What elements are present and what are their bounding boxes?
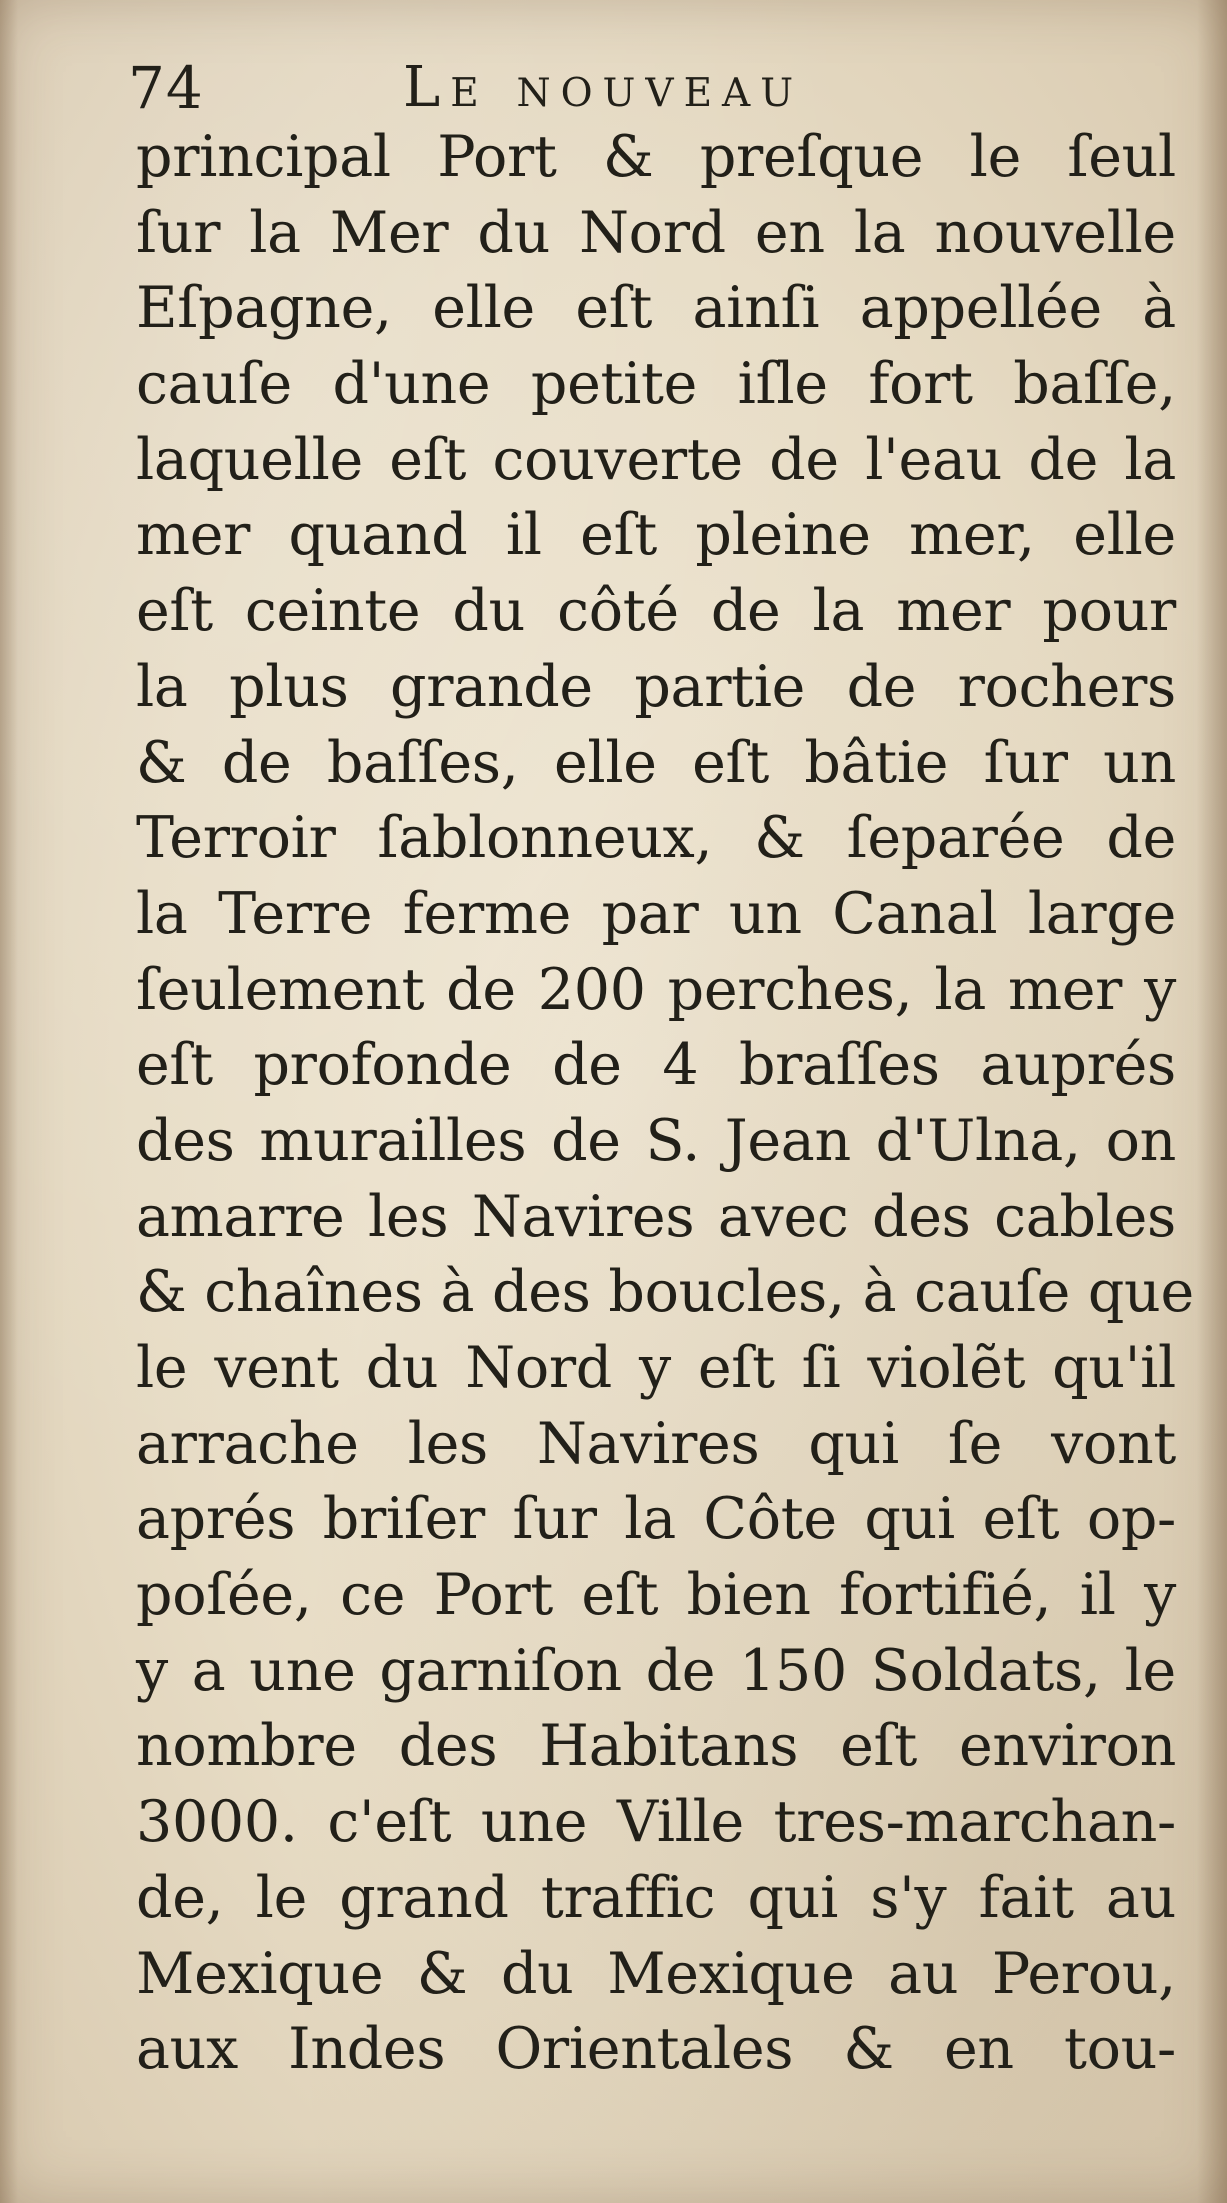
page-header xyxy=(128,48,1168,128)
text-line: 3000. c'eſt une Ville tres-marchan- xyxy=(136,1789,1176,1856)
text-line: y a une garniſon de 150 Soldats, le xyxy=(136,1637,1176,1704)
text-line: Mexique & du Mexique au Perou, xyxy=(136,1940,1176,2007)
text-line: ſeulement de 200 perches, la mer y xyxy=(136,956,1176,1023)
running-head: Le nouveau xyxy=(403,55,804,120)
text-line: principal Port & preſque le ſeul xyxy=(136,124,1176,190)
text-line: amarre les Navires avec des cables xyxy=(136,1183,1176,1250)
text-line: & de baſſes, elle eſt bâtie ſur un xyxy=(136,729,1176,796)
text-line: ſur la Mer du Nord en la nouvelle xyxy=(136,199,1176,266)
text-line: aux Indes Orientales & en tou- xyxy=(136,2016,1176,2083)
body-text xyxy=(136,120,1194,2088)
page-edge-shadow-right xyxy=(1197,0,1227,2203)
text-line: eſt ceinte du côté de la mer pour xyxy=(136,578,1176,645)
text-line: Terroir ſablonneux, & ſeparée de xyxy=(136,805,1176,872)
text-line: le vent du Nord y eſt ſi violẽt qu'il xyxy=(136,1335,1176,1401)
text-line: de, le grand traffic qui s'y fait au xyxy=(136,1864,1176,1931)
text-line: aprés briſer ſur la Côte qui eſt op- xyxy=(136,1486,1176,1553)
page-number: 74 xyxy=(128,54,204,122)
text-line: la Terre ferme par un Canal large xyxy=(136,880,1176,947)
text-line: cauſe d'une petite iſle fort baſſe, xyxy=(136,351,1176,418)
text-line: des murailles de S. Jean d'Ulna, on xyxy=(136,1107,1176,1174)
text-line: Eſpagne, elle eſt ainſi appellée à xyxy=(136,275,1176,342)
text-line: mer quand il eſt pleine mer, elle xyxy=(136,502,1176,569)
text-line: la plus grande partie de rochers xyxy=(136,653,1176,720)
text-line: & chaînes à des boucles, à cauſe que xyxy=(136,1259,1194,1326)
page-edge-shadow-left xyxy=(0,0,18,2203)
text-line: eſt profonde de 4 braſſes auprés xyxy=(136,1032,1176,1099)
text-line: laquelle eſt couverte de l'eau de la xyxy=(136,426,1176,493)
text-line: nombre des Habitans eſt environ xyxy=(136,1713,1176,1780)
text-line: arrache les Navires qui ſe vont xyxy=(136,1410,1176,1477)
text-line: poſée, ce Port eſt bien fortifié, il y xyxy=(136,1562,1176,1629)
